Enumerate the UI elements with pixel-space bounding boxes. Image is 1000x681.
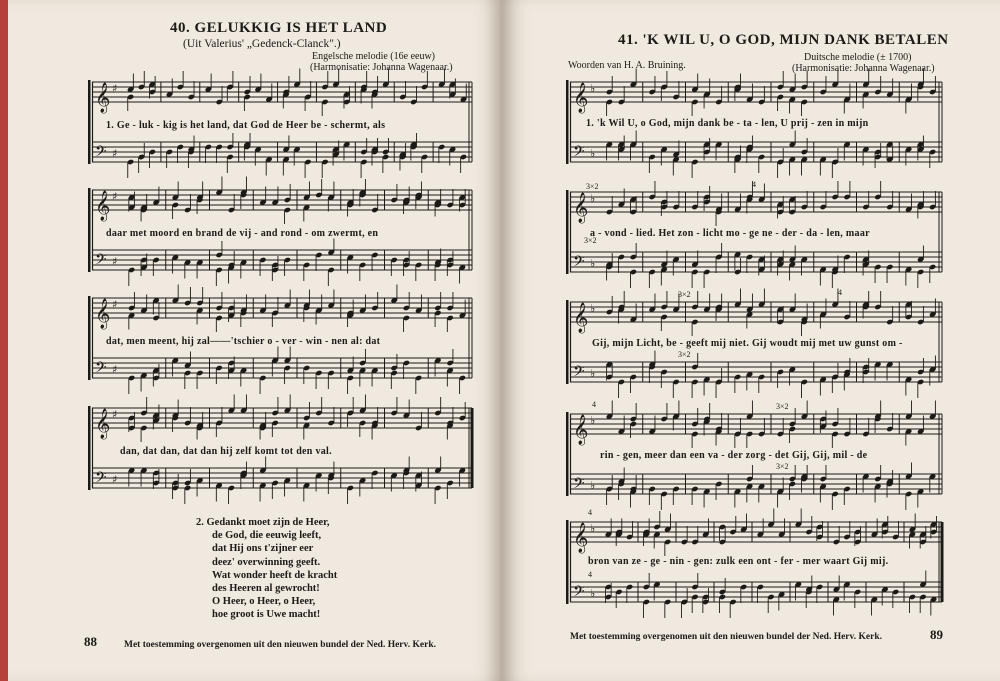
right-page	[502, 0, 1000, 681]
lyric-line: 1. 'k Wil U, o God, mijn dank be - ta - len, U prij - zen in mijn	[586, 118, 869, 129]
lyric-line: bron van ze - ge - nin - gen: zulk een ont - fer - mer waart Gij mij.	[588, 556, 889, 567]
bass-clef-icon: 𝄢	[95, 469, 107, 490]
bass-clef-icon: 𝄢	[95, 251, 107, 272]
measure-mark: 4	[752, 180, 756, 189]
system-bracket	[566, 80, 569, 164]
melody-note: Duitsche melodie (± 1700)	[804, 52, 912, 63]
hymn-title: 41. 'K WIL U, O GOD, MIJN DANK BETALEN	[618, 32, 949, 48]
bass-clef-icon: 𝄢	[573, 253, 585, 274]
verse-line: Wat wonder heeft de kracht	[212, 569, 338, 581]
verse-line: dat Hij ons t'zijner eer	[212, 543, 314, 555]
system-bracket	[88, 188, 91, 272]
key-signature-icon: ♯	[112, 363, 118, 376]
verse-line: de God, die eeuwig leeft,	[212, 530, 322, 542]
measure-mark: 3×2	[678, 290, 691, 299]
hymn-title: 40. GELUKKIG IS HET LAND	[170, 20, 388, 36]
key-signature-icon: ♯	[112, 473, 118, 486]
lyric-line: daar met moord en brand de vij - and rond - om zwermt, en	[106, 228, 379, 239]
system-bracket	[566, 300, 569, 384]
key-signature-icon: ♭	[590, 82, 596, 95]
measure-mark: 4	[592, 400, 596, 409]
key-signature-icon: ♯	[112, 408, 118, 421]
bass-clef-icon: 𝄢	[95, 143, 107, 164]
bass-clef-icon: 𝄢	[95, 359, 107, 380]
key-signature-icon: ♯	[112, 298, 118, 311]
treble-clef-icon: 𝄞	[573, 193, 589, 223]
harmonisation-credit: (Harmonisatie: Johanna Wagenaar.)	[310, 62, 453, 73]
verse-line: deez' overwinning geeft.	[212, 556, 321, 568]
measure-mark: 4	[588, 570, 592, 579]
system-bracket	[566, 412, 569, 496]
measure-mark: 3×2	[584, 236, 597, 245]
measure-mark: 3×2	[776, 402, 789, 411]
measure-mark: 4	[588, 508, 592, 517]
key-signature-icon: ♭	[590, 302, 596, 315]
lyric-line: 1. Ge - luk - kig is het land, dat God de Heer be - schermt, als	[106, 120, 386, 131]
treble-clef-icon: 𝄞	[95, 299, 111, 329]
bass-clef-icon: 𝄢	[573, 583, 585, 604]
bass-clef-icon: 𝄢	[573, 143, 585, 164]
key-signature-icon: ♯	[112, 255, 118, 268]
system-bracket	[88, 406, 91, 490]
key-signature-icon: ♭	[590, 414, 596, 427]
page-footer: Met toestemming overgenomen uit den nieuwen bundel der Ned. Herv. Kerk.	[124, 640, 436, 650]
left-page	[8, 0, 502, 681]
key-signature-icon: ♭	[590, 367, 596, 380]
key-signature-icon: ♯	[112, 147, 118, 160]
treble-clef-icon: 𝄞	[95, 409, 111, 439]
treble-clef-icon: 𝄞	[573, 83, 589, 113]
page-footer: Met toestemming overgenomen uit den nieuwen bundel der Ned. Herv. Kerk.	[570, 632, 882, 642]
lyric-line: dat, men meent, hij zal——'tschier o - ver - win - nen al: dat	[106, 336, 381, 347]
verse-line: 2. Gedankt moet zijn de Heer,	[196, 517, 330, 528]
treble-clef-icon: 𝄞	[573, 303, 589, 333]
measure-mark: 4	[838, 288, 842, 297]
key-signature-icon: ♯	[112, 190, 118, 203]
melody-note: Engelsche melodie (16e eeuw)	[312, 51, 436, 62]
lyric-line: rin - gen, meer dan een va - der zorg - det Gij, Gij, mil - de	[600, 450, 868, 461]
bass-clef-icon: 𝄢	[573, 363, 585, 384]
verse-line: O Heer, o Heer, o Heer,	[212, 596, 316, 608]
system-bracket	[88, 296, 91, 380]
lyric-line: a - vond - lied. Het zon - licht mo - ge ne - der - da - len, maar	[590, 228, 870, 239]
lyric-line: dan, dat dan, dat dan hij zelf komt tot den val.	[120, 446, 332, 457]
lyric-line: Gij, mijn Licht, be - geeft mij niet. Gij woudt mij met uw gunst om -	[592, 338, 903, 349]
measure-mark: 3×2	[586, 182, 599, 191]
key-signature-icon: ♭	[590, 587, 596, 600]
verse-2	[196, 516, 337, 622]
key-signature-icon: ♭	[590, 479, 596, 492]
bass-clef-icon: 𝄢	[573, 475, 585, 496]
system-bracket	[566, 520, 569, 604]
page-number: 88	[84, 634, 97, 649]
measure-mark: 3×2	[678, 350, 691, 359]
hymn-source: (Uit Valerius' „Gedenck-Clanck".)	[183, 38, 341, 50]
book-edge	[0, 0, 8, 681]
verse-line: hoe groot is Uwe macht!	[212, 609, 321, 621]
system-bracket	[566, 190, 569, 274]
page-number: 89	[930, 627, 943, 642]
treble-clef-icon: 𝄞	[573, 415, 589, 445]
key-signature-icon: ♭	[590, 147, 596, 160]
words-credit: Woorden van H. A. Bruining.	[568, 60, 686, 71]
system-bracket	[88, 80, 91, 164]
key-signature-icon: ♭	[590, 257, 596, 270]
key-signature-icon: ♯	[112, 82, 118, 95]
treble-clef-icon: 𝄞	[573, 523, 589, 553]
measure-mark: 3×2	[776, 462, 789, 471]
harmonisation-credit: (Harmonisatie: Johanna Wagenaar.)	[792, 63, 935, 74]
key-signature-icon: ♭	[590, 192, 596, 205]
verse-line: des Heeren al gewrocht!	[212, 583, 320, 595]
key-signature-icon: ♭	[590, 522, 596, 535]
treble-clef-icon: 𝄞	[95, 191, 111, 221]
treble-clef-icon: 𝄞	[95, 83, 111, 113]
